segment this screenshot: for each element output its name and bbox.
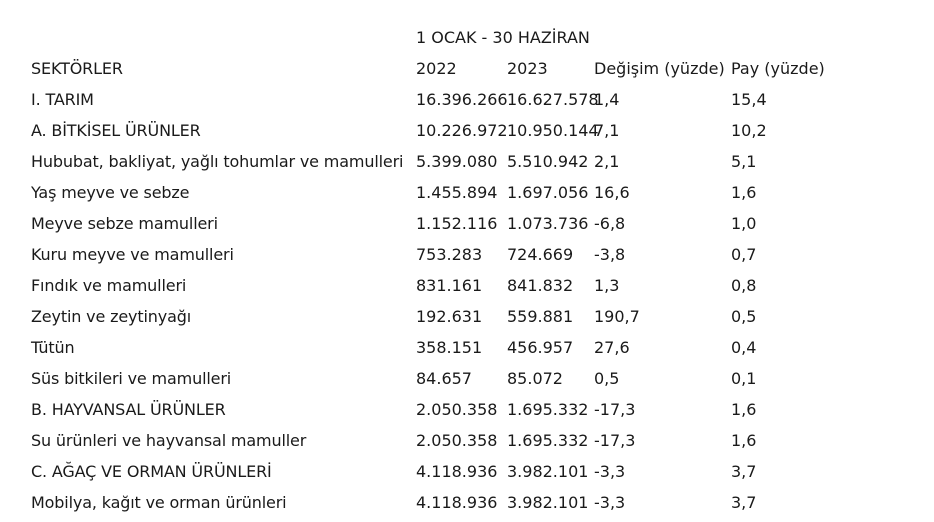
row-share: 1,6 [731,431,757,450]
row-value-2022: 10.226.972 [416,121,508,140]
row-sector-name: I. TARIM [31,90,94,109]
row-share: 0,8 [731,276,757,295]
row-change: 1,3 [594,276,620,295]
row-change: 7,1 [594,121,620,140]
row-value-2023: 724.669 [507,245,574,264]
row-share: 0,5 [731,307,757,326]
row-value-2023: 10.950.144 [507,121,599,140]
row-value-2023: 16.627.578 [507,90,599,109]
row-share: 0,7 [731,245,757,264]
row-value-2022: 831.161 [416,276,483,295]
row-value-2022: 4.118.936 [416,462,498,481]
row-value-2023: 559.881 [507,307,574,326]
row-share: 10,2 [731,121,767,140]
row-value-2022: 358.151 [416,338,483,357]
row-sector-name: C. AĞAÇ VE ORMAN ÜRÜNLERİ [31,462,272,481]
row-sector-name: Su ürünleri ve hayvansal mamuller [31,431,307,450]
row-value-2023: 841.832 [507,276,574,295]
row-sector-name: Meyve sebze mamulleri [31,214,218,233]
row-sector-name: A. BİTKİSEL ÜRÜNLER [31,121,201,140]
header-share: Pay (yüzde) [731,59,825,78]
row-share: 1,0 [731,214,757,233]
row-change: 0,5 [594,369,620,388]
row-value-2022: 1.152.116 [416,214,498,233]
row-change: -17,3 [594,400,636,419]
row-sector-name: B. HAYVANSAL ÜRÜNLER [31,400,226,419]
row-sector-name: Fındık ve mamulleri [31,276,187,295]
row-change: 190,7 [594,307,640,326]
row-change: -3,3 [594,493,626,512]
row-sector-name: Yaş meyve ve sebze [31,183,190,202]
row-sector-name: Tütün [31,338,75,357]
row-sector-name: Kuru meyve ve mamulleri [31,245,234,264]
row-change: 1,4 [594,90,620,109]
row-value-2023: 1.697.056 [507,183,589,202]
row-sector-name: Hububat, bakliyat, yağlı tohumlar ve mamulleri [31,152,404,171]
row-sector-name: Mobilya, kağıt ve orman ürünleri [31,493,287,512]
row-share: 1,6 [731,400,757,419]
row-value-2022: 753.283 [416,245,483,264]
row-value-2022: 192.631 [416,307,483,326]
row-value-2022: 2.050.358 [416,431,498,450]
row-share: 5,1 [731,152,757,171]
row-value-2022: 2.050.358 [416,400,498,419]
row-share: 0,4 [731,338,757,357]
row-value-2022: 1.455.894 [416,183,498,202]
row-value-2022: 16.396.266 [416,90,508,109]
header-year-2023: 2023 [507,59,548,78]
row-share: 3,7 [731,462,757,481]
period-heading: 1 OCAK - 30 HAZİRAN [416,28,590,47]
row-share: 15,4 [731,90,767,109]
row-change: 16,6 [594,183,630,202]
row-change: -17,3 [594,431,636,450]
row-value-2023: 3.982.101 [507,493,589,512]
row-value-2023: 85.072 [507,369,563,388]
row-value-2023: 5.510.942 [507,152,589,171]
row-value-2023: 1.695.332 [507,431,589,450]
row-value-2023: 3.982.101 [507,462,589,481]
row-share: 0,1 [731,369,757,388]
row-change: -3,3 [594,462,626,481]
row-value-2022: 4.118.936 [416,493,498,512]
row-change: 27,6 [594,338,630,357]
row-change: -6,8 [594,214,626,233]
row-change: 2,1 [594,152,620,171]
row-share: 1,6 [731,183,757,202]
header-sector: SEKTÖRLER [31,59,123,78]
row-share: 3,7 [731,493,757,512]
row-sector-name: Süs bitkileri ve mamulleri [31,369,232,388]
row-value-2022: 84.657 [416,369,472,388]
header-year-2022: 2022 [416,59,457,78]
row-value-2023: 1.073.736 [507,214,589,233]
row-value-2023: 456.957 [507,338,574,357]
row-value-2022: 5.399.080 [416,152,498,171]
row-change: -3,8 [594,245,626,264]
row-sector-name: Zeytin ve zeytinyağı [31,307,192,326]
header-change: Değişim (yüzde) [594,59,725,78]
row-value-2023: 1.695.332 [507,400,589,419]
